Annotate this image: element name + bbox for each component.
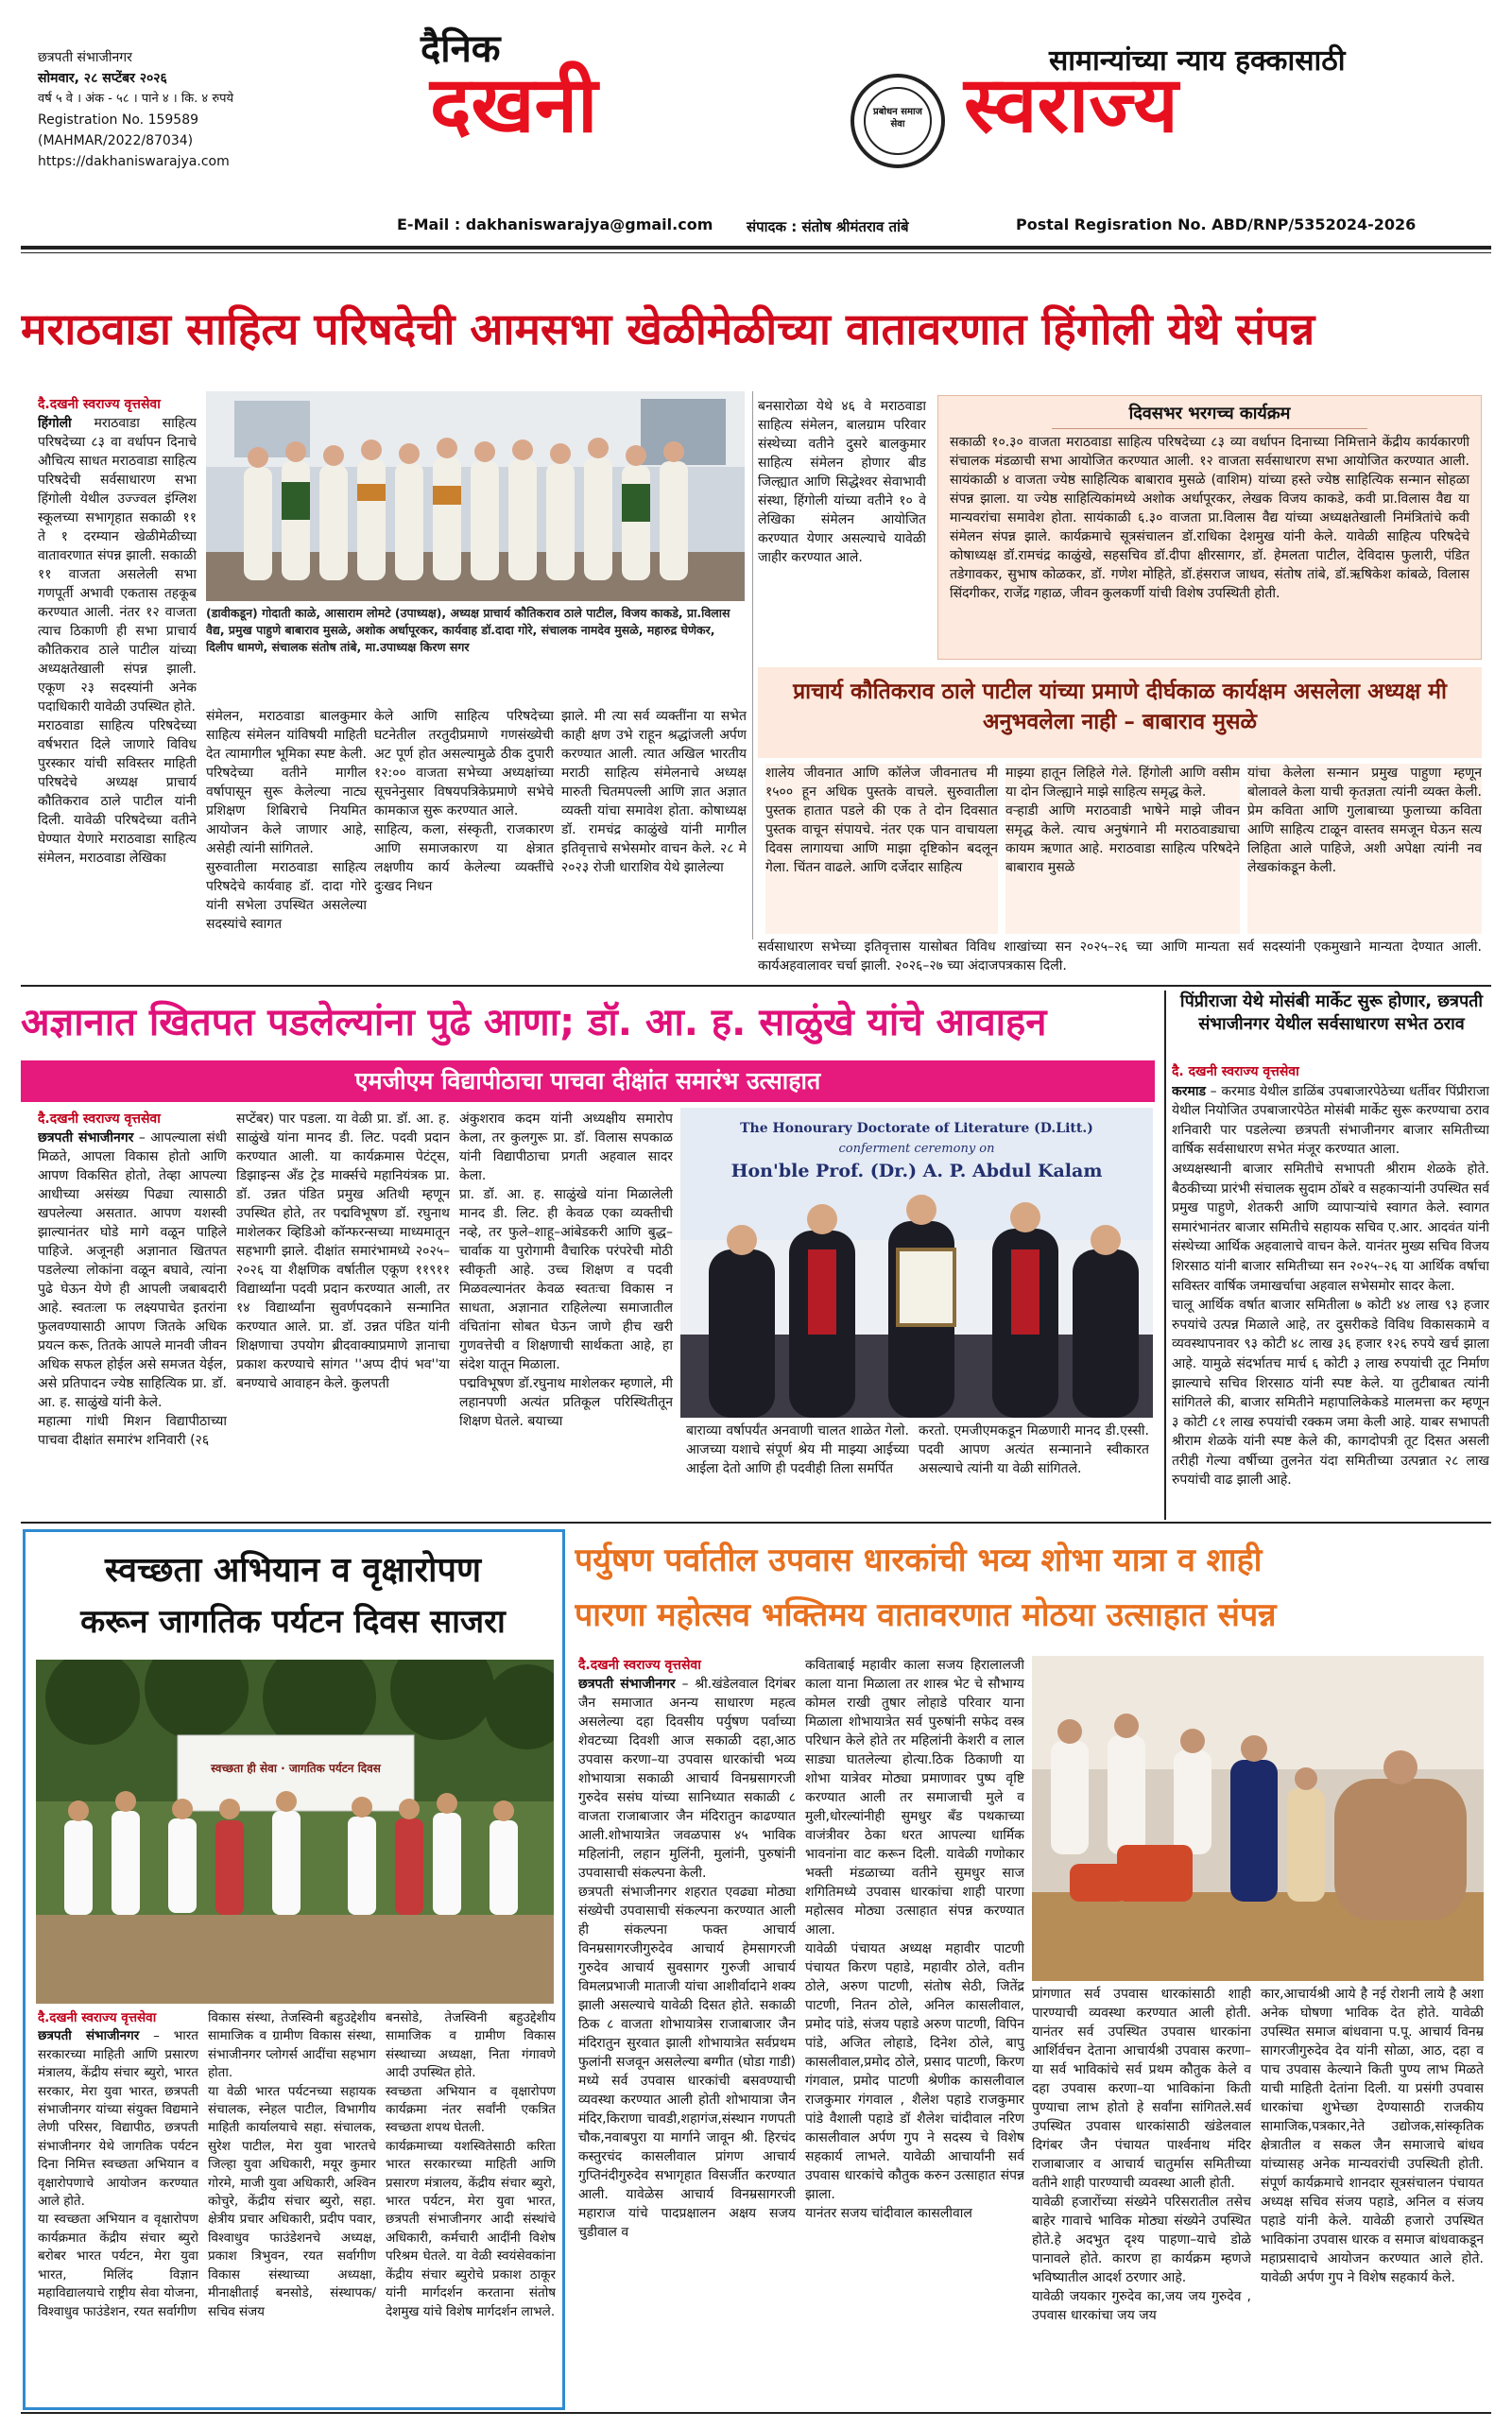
story4-col1-text: – भारत सरकारच्या माहिती आणि प्रसारण मंत्रालय, केंद्रीय संचार ब्युरो, भारत सरकार, मेरा युवा भारत, छत्रपती संभाजीनगर यांच्या संयुक्त विद्यमाने लेणी परिसर, विद्यापीठ, छत्रपती संभाजीनगर येथे जागतिक पर्यटन दिना निमित्त स्वच्छता अभियान व वृक्षारोपणाचे आयोजन करण्यात आले होते. या स्वच्छता अभियान व वृक्षारोपण कार्यक्रमात केंद्रीय संचार ब्युरो बरोबर भारत पर्यटन, मेरा युवा भारत, मिलिंद विज्ञान महाविद्यालयाचे राष्ट्रीय सेवा योजना, विश्वाधुव फाउंडेशन, रयत सर्वागीण (38, 2028, 198, 2319)
story2-photo-line2: conferment ceremony on (838, 1142, 995, 1156)
story3-vrule (1164, 991, 1166, 1520)
story1-sub-col2: माझ्या हातून लिहिले गेले. हिंगोली आणि वसीम या दोन जिल्ह्याने माझे साहित्य समृद्ध केले. वऱ्हाडी आणि मराठवाडी भाषेने माझे जीवन समृद्ध केले. त्याच अनुषंगाने मी मराठवाड्याचा कायम ऋणात आहे. मराठवाडा साहित्य परिषदेने बाबाराव मुसळे (1005, 764, 1240, 934)
story1-sub-col3: यांचा केलेला सन्मान प्रमुख पाहुणा म्हणून बोलावले केला याची कृतज्ञता त्यांनी व्यक्त केली. प्रेम कविता आणि गुलाबाच्या फुलाच्या कविता आणि साहित्य टाळून वास्तव समजून घेऊन सत्य लिहिता आले पाहिजे, अशी अपेक्षा त्यांनी नव लेखकांकडून केली. (1247, 764, 1482, 934)
story2-source: दै.दखनी स्वराज्य वृत्तसेवा (38, 1111, 161, 1127)
story4-place: छत्रपती संभाजीनगर (38, 2028, 140, 2044)
story1-subhead: प्राचार्य कौतिकराव ठाले पाटील यांच्या प्रमाणे दीर्घकाळ कार्यक्षम असलेला अध्यक्ष मी अनुभवलेला नाही – बाबाराव मुसळे (793, 679, 1447, 734)
story5-col4: कार,आचार्यश्री आये है नई रोशनी लाये है अशा अनेक घोषणा भाविक देत होते. यावेळी उपस्थित समाज बांधवाना प.पू. आचार्य विनम्र सागरजीगुरुदेव देव यांनी सोळा, आठ, दहा व पाच उपवास केल्याने किती पुण्य लाभ मिळते याची माहिती देतांना दिली. या प्रसंगी उपवास धारकांचा शुभेच्छा देण्यासाठी राजकीय सामाजिक,पत्रकार,नेते उद्योजक,सांस्कृतिक क्षेत्रातील व सकल जैन समाजाचे बांधव यांच्यासह अनेक मान्यवरांची उपस्थिती होती. संपूर्ण कार्यक्रमाचे शानदार सूत्रसंचालन पंचायत अध्यक्ष सचिव संजय पहाडे, अनिल व संजय पहाडे यांनी केले. यावेळी हजारो उपस्थित भाविकांना उपवास धारक व समाज बांधवाकडून महाप्रसादाचे आयोजन करण्यात आले होते. यावेळी अर्पण गुप ने विशेष सहकार्य केले. (1261, 1987, 1484, 2285)
story4-col2: विकास संस्था, तेजस्विनी बहुउद्देशीय सामाजिक व ग्रामीण विकास संस्था, संभाजीनगर प्लोगर्स आदींचा सहभाग होता. या वेळी भारत पर्यटनच्या सहायक संचालक, स्नेहल पाटील, विभागीय माहिती कार्यालयाचे सहा. संचालक, सुरेश पाटील, मेरा युवा भारतचे जिल्हा युवा अधिकारी, मयूर कुमार गोरमे, माजी युवा अधिकारी, अश्विन कोचुरे, केंद्रीय संचार ब्युरो, सहा. क्षेत्रीय प्रचार अधिकारी, प्रदीप पवार, विश्वाधुव फाउंडेशनचे अध्यक्ष, प्रकाश त्रिभुवन, रयत सर्वागीण विकास संस्थाच्या अध्यक्षा, मीनाक्षीताई बनसोडे, संस्थापक/सचिव संजय (208, 2010, 376, 2319)
story1-col4: झाले. मी त्या सर्व व्यक्तींना या सभेत काही क्षण उभे राहून श्रद्धांजली अर्पण करण्यात आली. त्यात अखिल भारतीय मराठी साहित्य संमेलनाचे अध्यक्ष मारुती चितमपल्ली आणि ज्ञात अज्ञात व्यक्ती यांचा समावेश होता. कोषाध्यक्ष डॉ. रामचंद्र काळुंखे यांनी मागील इतिवृत्ताचे सभेसमोर वाचन केले. २८ मे २०२३ रोजी धाराशिव येथे झालेल्या (561, 709, 747, 875)
story2-photo-line3: Hon'ble Prof. (Dr.) A. P. Abdul Kalam (730, 1161, 1103, 1181)
story4-photo (36, 1660, 554, 2004)
story2-col4: बाराव्या वर्षापर्यंत अनवाणी चालत शाळेत गेलो. आजच्या यशाचे संपूर्ण श्रेय मी माझ्या आईच्या आईला देतो आणि ही पदवीही तिला समर्पित (686, 1423, 909, 1476)
story4-photo-graphic (36, 1660, 554, 2004)
story3-place: करमाड (1172, 1083, 1206, 1099)
story3-source: दै. दखनी स्वराज्य वृत्तसेवा (1172, 1064, 1299, 1079)
story2-place: छत्रपती संभाजीनगर (38, 1130, 134, 1146)
story1-col1 (38, 395, 197, 962)
story5-col1 (578, 1656, 796, 2403)
story4-col1 (38, 2009, 198, 2403)
story2-subhead: एमजीएम विद्यापीठाचा पाचवा दीक्षांत समारंभ उत्साहात (354, 1067, 821, 1094)
masthead-city: छत्रपती संभाजीनगर (38, 50, 132, 65)
story1-box-title: दिवसभर भरगच्च कार्यक्रम (1052, 402, 1367, 429)
story1-bottom-text: सर्वसाधारण सभेच्या इतिवृत्तास यासोबत विविध शाखांच्या सन २०२५–२६ च्या आणि मान्यता सर्व सदस्यांनी एकमुखाने मान्यता देण्यात आली. कार्यअहवालावर चर्चा झाली. २०२६–२७ च्या अंदाजपत्रकास दिली. (758, 939, 1482, 973)
masthead-info (38, 47, 350, 172)
story2-photo (680, 1108, 1153, 1418)
story1-col3: केले आणि साहित्य परिषदेच्या घटनेतील तरतुदीप्रमाणे गणसंख्येची अट पूर्ण होत असल्यामुळे ठीक दुपारी १२:०० वाजता सभेच्या अध्यक्षांच्या सूचनेनुसार विषयपत्रिकेप्रमाणे सभेचे कामकाज सुरू करण्यात आले. साहित्य, कला, संस्कृती, राजकारण आणि समाजकारण या क्षेत्रात लक्षणीय कार्य केलेल्या व्यक्तींचे दुःखद निधन (374, 709, 554, 894)
masthead-daily: दैनिक (421, 26, 501, 71)
story1-source: दै.दखनी स्वराज्य वृत्तसेवा (38, 397, 161, 412)
story1-box-text: सकाळी १०.३० वाजता मराठवाडा साहित्य परिषदेच्या ८३ व्या वर्धापन दिनाच्या निमित्ताने केंद्रीय कार्यकारणी संचालक मंडळाची सभा आयोजित करण्यात आली. १२ वाजता सर्वसाधारण सभा आयोजित करण्यात आली. सायंकाळी ४ वाजता ज्येष्ठ साहित्यिक बाबाराव मुसळे (वाशिम) यांच्या हस्ते ज्येष्ठ साहित्यिक सन्मान सोहळा संपन्न झाला. या ज्येष्ठ साहित्यिकांमध्ये अशोक अर्धापूरकर, लेखक विजय काकडे, कवी प्रा.विलास वैद्य या मान्यवरांचा समावेश होता. सायंकाळी ६.३० वाजता प्रा.विलास वैद्य यांच्या अध्यक्षतेखाली निमंत्रितांचे कवी संमेलन संपन्न झाले. कार्यक्रमाचे सूत्रसंचालन डॉ.राधिका देशमुख यांनी केले. यावेळी साहित्य परिषदेचे कोषाध्यक्ष डॉ.रामचंद्र काळुंखे, सहसचिव डॉ.दीपा क्षीरसागर, डॉ. हेमलता पाटील, देविदास फुलारी, पंडित तडेगावकर, सुभाष कोळकर, डॉ. गणेश मोहिते, डॉ.हंसराज जाधव, संतोष तांबे, डॉ.ऋषिकेश कांबळे, विलास सिंदगीकर, राजेंद्र गहाळ, जीवन कुलकर्णी यांची विशेष उपस्थिती होती. (950, 435, 1469, 601)
story1-photo-graphic (206, 391, 745, 601)
story1-vrule (752, 391, 753, 939)
story1-photo-caption: (डावीकडून) गोदाती काळे, आसाराम लोमटे (उपाध्यक्ष), अध्यक्ष प्राचार्य कौतिकराव ठाले पाटील, विजय काकडे, प्रा.विलास वैद्य, प्रमुख पाहुणे बाबाराव मुसळे, अशोक अर्धापूरकर, कार्यवाह डॉ.दादा गोरे, संचालक नामदेव मुसळे, महारुद्र घेणेकर, दिलीप धामणे, संचालक संतोष तांबे, मा.उपाध्यक्ष किरण सगर (206, 606, 730, 654)
story3-body (1172, 1062, 1489, 1514)
masthead-postal: Postal Regisration No. ABD/RNP/5352024-2026 (1016, 215, 1417, 233)
masthead-name-left: दखनी (430, 60, 598, 150)
story3-text: – करमाड येथील डाळिंब उपबाजारपेठेच्या धर्तीवर पिंप्रीराजा येथील नियोजित उपबाजारपेठेत मोसंबी मार्केट सुरू करण्याचा ठराव शनिवारी पार पडलेल्या छत्रपती संभाजीनगर बाजार समितीच्या वार्षिक सर्वसाधारण सभेत मंजूर करण्यात आला. अध्यक्षस्थानी बाजार समितीचे सभापती श्रीराम शेळके होते. बैठकीच्या प्रारंभी संचालक सुदाम ठोंबरे व सहकाऱ्यांनी उपस्थित सर्व प्रमुख पाहुणे, शेतकरी आणि व्यापाऱ्यांचे स्वागत केले. स्वागत समारंभानंतर बाजार समितीचे सहायक सचिव ए.आर. आदवंत यांनी संस्थेच्या आर्थिक अहवालाचे वाचन केले. यानंतर मुख्य सचिव विजय शिरसाठ यांनी बाजार समितीच्या सन २०२५–२६ या आर्थिक वर्षाचा सविस्तर वार्षिक जमाखर्चाचा अहवाल सभेसमोर सादर केला. चालू आर्थिक वर्षात बाजार समितीला ७ कोटी ४४ लाख ९३ हजार रुपयांचे उत्पन्न मिळाले आहे, तर दुसरीकडे विविध विकासकामे व व्यवस्थापनावर ९३ कोटी ४८ लाख ३६ हजार १२६ रुपये खर्च झाला आहे. यामुळे संदर्भातच मार्च ६ कोटी ३ लाख रुपयांची तूट निर्माण झाल्याचे सचिव शिरसाठ यांनी स्पष्ट केले. या तुटीबाबत त्यांनी सांगितले की, बाजार समितीने महापालिकेकडे मालमत्ता कर म्हणून ३ कोटी ८१ लाख रुपयांची रक्कम जमा केली आहे. याबर सभापती श्रीराम शेळके यांनी स्पष्ट केले की, कागदोपत्री तूट दिसत असली तरीही गेल्या वर्षीच्या तुलनेत यंदा समितीच्या उत्पन्नात २८ लाख रुपयांची वाढ झाली आहे. (1172, 1083, 1489, 1489)
story2-col1-text: – आपल्याला संधी मिळते, आपला विकास होतो आणि आपण विकसित होतो, तेव्हा आपल्या आधीच्या असंख्य पिढ्या त्यासाठी खपलेल्या असतात. आपण यशस्वी झाल्यानंतर घोडे मागे वळून पाहिले पाहिजे. अजूनही अज्ञानात खितपत पडलेल्या लोकांना वळून बघावे, त्यांना पुढे घेऊन येणे ही आपली जबाबदारी आहे. स्वतःला फ लक्ष्यपाचेत इतरांना फुलवण्यासाठी आपण जितके अधिक प्रयत्न करू, तितके आपले मानवी जीवन अधिक सफल होईल असे समजत येईल, असे प्रतिपादन ज्येष्ठ साहित्यिक प्रा. डॉ. आ. ह. साळुंखे यांनी केले. महात्मा गांधी मिशन विद्यापीठाच्या पाचवा दीक्षांत समारंभ शनिवारी (२६ (38, 1130, 227, 1448)
story2-col1 (38, 1110, 227, 1514)
masthead-rule-thin (21, 252, 1491, 253)
seal-text: प्रबोधन समाज सेवा (873, 107, 922, 129)
masthead-seal (850, 74, 945, 168)
story4-col3: बनसोडे, तेजस्विनी बहुउद्देशीय सामाजिक व ग्रामीण विकास संस्थाच्या अध्यक्षा, निता गंगावणे आदी उपस्थित होते. स्वच्छता अभियान व वृक्षारोपण कार्यक्रमा नंतर सर्वांनी एकत्रित स्वच्छता शपथ घेतली. कार्यक्रमाच्या यशस्वितेसाठी करिता भारत सरकारच्या माहिती आणि प्रसारण मंत्रालय, केंद्रीय संचार ब्युरो, भारत पर्यटन, मेरा युवा भारत, छत्रपती संभाजीनगर आदी संस्थांचे अधिकारी, कर्मचारी आदींनी विशेष परिश्रम घेतले. या वेळी स्वयंसेवकांना केंद्रीय संचार ब्युरोचे प्रकाश ठाकूर यांनी मार्गदर्शन करताना संतोष देशमुख यांचे विशेष मार्गदर्शन लाभले. (386, 2010, 556, 2319)
story2-subhead-bar (21, 1060, 1155, 1102)
story5-source: दै.दखनी स्वराज्य वृत्तसेवा (578, 1658, 701, 1673)
masthead-url[interactable]: https://dakhaniswarajya.com (38, 154, 230, 169)
story2-photo-banner: The Honourary Doctorate of Literature (D.Litt.) (740, 1121, 1093, 1136)
story3-headline-box (1172, 991, 1491, 1062)
story5-photo (1032, 1656, 1484, 1981)
story2-col2: सप्टेंबर) पार पडला. या वेळी प्रा. डॉ. आ. ह. साळुंखे यांना मानद डी. लिट. पदवी प्रदान करण्यात आली. या कार्यक्रमास पेटंट्स, डिझाइन्स अँड ट्रेड मार्क्सचे महानियंत्रक प्रा. डॉ. उन्नत पंडित प्रमुख अतिथी म्हणून उपस्थित होते, तर पद्मविभूषण डॉ. रघुनाथ माशेलकर व्हिडिओ कॉन्फरन्सच्या माध्यमातून सहभागी झाले. दीक्षांत समारंभामध्ये २०२५–२०२६ या शैक्षणिक वर्षातील एकूण ११९११ विद्यार्थ्यांना पदवी प्रदान करण्यात आली, तर १४ विद्यार्थ्यांना सुवर्णपदकाने सन्मानित करण्यात आले. प्रा. डॉ. उन्नत पंडित यांनी शिक्षणाचा उपयोग ब्रीदवाक्याप्रमाणे ज्ञानाचा प्रकाश करण्याचे सांगत ''अप्प दीपं भव''या बनण्याचे आवाहन केले. कुलपती (236, 1111, 450, 1391)
story1-col5: बनसारोळा येथे ४६ वे मराठवाडा साहित्य संमेलन, बालग्राम परिवार संस्थेच्या वतीने दुसरे बालकुमार साहित्य संमेलन होणार बीड जिल्ह्यात आणि सिद्धेश्वर सेवाभावी संस्था, हिंगोली यांच्या वतीने १० वे लेखिका संमेलन आयोजित करण्यात येणार असल्याचे यावेळी जाहीर करण्यात आले. (758, 399, 926, 565)
story1-box (937, 395, 1482, 660)
story1-photo (206, 391, 745, 601)
masthead-editor: संपादक : संतोष श्रीमंतराव तांबे (747, 218, 909, 235)
story4-headline-l2: करून जागतिक पर्यटन दिवस साजरा (80, 1603, 506, 1641)
story2-col3: अंकुशराव कदम यांनी अध्यक्षीय समारोप केला, तर कुलगुरू प्रा. डॉ. विलास सपकाळ यांनी विद्यापीठाचा प्रगती अहवाल सादर केला. प्रा. डॉ. आ. ह. साळुंखे यांना मिळालेली मानद डी. लिट. ही केवळ एका व्यक्तीची नव्हे, तर फुले–शाहू–आंबेडकरी आणि बुद्ध–चार्वाक या पुरोगामी वैचारिक परंपरेची मोठी स्वीकृती आहे. उच्च शिक्षण व पदवी मिळवल्यानंतर केवळ स्वतःचा विकास न साधता, अज्ञानात राहिलेल्या समाजातील वंचितांना सोबत घेऊन जाणे हीच खरी गुणवत्तेची व शिक्षणाची सार्थकता आहे, हा संदेश यातून मिळाला. पद्मविभूषण डॉ.रघुनाथ माशेलकर म्हणाले, मी लहानपणी अत्यंत प्रतिकूल परिस्थितीतून शिक्षण घेतले. बयाच्या (459, 1111, 673, 1429)
section-rule-2 (21, 1522, 1491, 1524)
masthead-email[interactable]: E-Mail : dakhaniswarajya@gmail.com (397, 215, 713, 233)
story4-photo-banner: स्वच्छता ही सेवा · जागतिक पर्यटन दिवस (211, 1762, 381, 1775)
story5-headline-l2: पारणा महोत्सव भक्तिमय वातावरणात मोठया उत्साहात संपन्न (575, 1596, 1277, 1634)
story5-photo-graphic (1032, 1656, 1484, 1981)
story1-subhead-box (758, 667, 1482, 758)
masthead-name-right: स्वराज्य (964, 60, 1178, 150)
masthead-tagline: सामान्यांच्या न्याय हक्कासाठी (1049, 44, 1346, 78)
story1-col2: संमेलन, मराठवाडा बालकुमार साहित्य संमेलन यांविषयी माहिती देत त्यामागील भूमिका स्पष्ट केली. परिषदेच्या वतीने मागील वर्षापासून सुरू केलेल्या नाट्य प्रशिक्षण शिबिराचे नियमित आयोजन केले जाणार आहे, असेही त्यांनी सांगितले. सुरुवातीला मराठवाडा साहित्य परिषदेचे कार्यवाह डॉ. दादा गोरे यांनी सभेला उपस्थित असलेल्या सदस्यांचे स्वागत (206, 709, 367, 932)
masthead-mahmar: (MAHMAR/2022/87034) (38, 133, 194, 148)
page-bottom-rule (21, 2412, 1491, 2414)
story1-place: हिंगोली (38, 416, 72, 431)
story1-headline: मराठवाडा साहित्य परिषदेची आमसभा खेळीमेळीच्या वातावरणात हिंगोली येथे संपन्न (21, 303, 1315, 354)
masthead-date: सोमवार, २८ सप्टेंबर २०२६ (38, 71, 167, 86)
masthead-volume: वर्ष ५ वे । अंक - ५८ । पाने ४ । कि. ४ रुपये (38, 92, 234, 106)
story4-source: दै.दखनी स्वराज्य वृत्तसेवा (38, 2010, 157, 2025)
story5-col2: कविताबाई महावीर काला सजय हिरालालजी काला याना मिळाला तर शास्त्र भेट चे सौभाग्य कोमल राखी तुषार लोहाडे परिवार याना मिळाला शोभायात्रेत सर्व पुरुषांनी सफेद वस्त्र परिधान केले होते तर महिलांनी केशरी व लाल साड्या घातलेल्या होत्या.ठिक ठिकाणी या शोभा यात्रेवर मोठ्या प्रमाणावर पुष्प वृष्टि करण्यात आली तर समाजाची मुले व मुली,धोरल्यांनीही सुमधुर बँड पथकाच्या वाजंत्रीवर ठेका धरत आपल्या धार्मिक भावनांना वाट करून दिली. यावेळी गणोकार भक्ती मंडळाच्या वतीने सुमधुर साज शगितिमध्ये उपवास धारकांचा शाही पारणा महोत्सव मोठ्या उत्साहात संपन्न करण्यात आला. यावेळी पंचायत अध्यक्ष महावीर पाटणी पंचायत किरण पहाडे, महावीर ठोले, वतीन ठोले, अरुण पाटणी, संतोष सेठी, जितेंद्र पाटणी, नितन ठोले, अनिल कासलीवाल, प्रमोद पांडे, संजय पहाडे अरुण पाटणी, विपिन पांडे, अजित लोहाडे, दिनेश ठोले, बापु कासलीवाल,प्रमोद ठोले, प्रसाद पाटणी, किरण गंगवाल, प्रमोद पाटणी श्रेणीक कासलीवाल राजकुमार गंगवाल , शैलेश पहाडे राजकुमार पांडे वैशाली पहाडे डॉ शैलेश चांदीवाल नरिण कासलीवाल अर्पण गुप ने सदस्य चे विशेष सहकार्य लाभले. यावेळी आचार्यांनी सर्व उपवास धारकांचे कौतुक करुन उत्साहात संपन्न झाला. यानंतर सजय चांदीवाल कासलीवाल (805, 1658, 1024, 2221)
masthead-rule (21, 246, 1491, 250)
story5-col3: प्रांगणात सर्व उपवास धारकांसाठी शाही पारण्याची व्यवस्था करण्यात आली होती. यानंतर सर्व उपस्थित उपवास धारकांना आर्शिर्वचन देताना आचार्यश्री उपवास करणा–या सर्व भाविकांचे सर्व प्रथम कौतुक केले व दहा उपवास करणा–या भाविकांना किती पुण्याचा लाभ होतो हे सर्वांना सांगितले.सर्व उपस्थित उपवास धारकांसाठी खंडेलवाल दिगंबर जैन पंचायत पार्श्वनाथ मंदिर राजाबाजार व आचार्य चातुर्मास समितीच्या वतीने शाही पारण्याची व्यवस्था आली होती. यावेळी हजारोंच्या संख्येने परिसरातील तसेच बाहेर गावाचे भाविक मोठ्या संख्येने उपस्थित होते.हे अदभुत दृश्य पाहणा–याचे डोळे पानावले होते. कारण हा कार्यक्रम म्हणजे भविष्यातील आदर्श ठरणार आहे. यावेळी जयकार गुरुदेव का,जय जय गुरुदेव , उपवास धारकांचा जय जय (1032, 1987, 1251, 2323)
story4-headline-l1: स्वच्छता अभियान व वृक्षारोपण (105, 1551, 481, 1590)
story5-place: छत्रपती संभाजीनगर (578, 1677, 676, 1692)
section-rule-1 (21, 985, 1491, 987)
story5-headline-l1: पर्युषण पर्वातील उपवास धारकांची भव्य शोभा यात्रा व शाही (575, 1542, 1263, 1579)
story5-col1-text: – श्री.खंडेलवाल दिगंबर जैन समाजात अनन्य साधारण महत्व असलेल्या दहा दिवसीय पर्युषण पर्वाच्या शेवटच्या दिवशी आज सकाळी दहा,आठ उपवास करणा–या उपवास धारकांची भव्य शोभायात्रा सकाळी आचार्य विनम्रसागरजी गुरुदेव ससंघ यांच्या सानिध्यात सकाळी ८ वाजता राजाबाजार जैन मंदिरातुन काढण्यात आली.शोभायात्रेत जवळपास ४५ भाविक महिलांनी, लहान मुलिंनी, मुलांनी, पुरुषांनी उपवासाची संकल्पना केली. छत्रपती संभाजीनगर शहरात एवढ्या मोठ्या संख्येची उपवासाची संकल्पना करण्यात आली ही संकल्पना फक्त आचार्य विनम्रसागरजीगुरुदेव आचार्य हेमसागरजी गुरुदेव आचार्य सुवसागर गुरुजी आचार्य विमलप्रभाजी माताजी यांचा आशीर्वादाने शक्य झाली असल्याचे यावेळी दिसत होते. सकाळी ठिक ८ वाजता शोभायात्रेस राजाबाजार जैन मंदिरातुन सुरवात झाली शोभायात्रेत सर्वप्रथम फुलांनी सजवून असलेल्या बग्गीत (घोडा गाडी) मध्ये सर्व उपवास धारकांची बसवण्याची व्यवस्था करण्यात आली होती शोभायात्रा जैन मंदिर,किराणा चावडी,शहागंज,संस्थान गणपती चौक,नवाबपुरा या मार्गाने जावून श्री. हिरचंद कस्तुरचंद कासलीवाल प्रांगण आचार्य गुप्तिनंदीगुरुदेव सभागृहात विसर्जीत करण्यात आली. यावेळेस आचार्य विनम्रसागरजी महाराज यांचे पादप्रक्षालन अक्षय सजय चुडीवाल व (578, 1677, 796, 2240)
story3-headline: पिंप्रीराजा येथे मोसंबी मार्केट सुरू होणार, छत्रपती संभाजीनगर येथील सर्वसाधारण सभेत ठराव (1179, 991, 1484, 1034)
story2-headline: अज्ञानात खितपत पडलेल्यांना पुढे आणा; डॉ. आ. ह. साळुंखे यांचे आवाहन (21, 1001, 1047, 1044)
story2-col5: करतो. एमजीएमकडून मिळणारी मानद डी.एस्सी. पदवी आपण अत्यंत सन्मानाने स्वीकारत असल्याचे त्यांनी या वेळी सांगितले. (919, 1423, 1149, 1476)
masthead-registration: Registration No. 159589 (38, 112, 199, 128)
story1-sub-col1: शालेय जीवनात आणि कॉलेज जीवनातच मी १५०० हून अधिक पुस्तके वाचले. सुरुवातीला पुस्तक हातात पडले की एक ते दोन दिवसात पुस्तक वाचून संपायचे. नंतर एक पान वाचायला दिवस लागायचा आणि माझा दृष्टिकोन बदलून गेला. चिंतन वाढले. आणि दर्जेदार साहित्य (765, 764, 998, 934)
story1-col1-text: मराठवाडा साहित्य परिषदेच्या ८३ वा वर्धापन दिनाचे औचित्य साधत मराठवाडा साहित्य परिषदेची सर्वसाधारण सभा हिंगोली येथील उज्ज्वल इंग्लिश स्कूलच्या सभागृहात सकाळी ११ ते १ दरम्यान खेळीमेळीच्या वातावरणात संपन्न झाली. सकाळी ११ वाजता असलेली सभा गणपूर्ती अभावी एकतास तहकूब करण्यात आली. नंतर १२ वाजता त्याच ठिकाणी ही सभा प्राचार्य कौतिकराव ठाले पाटील यांच्या अध्यक्षतेखाली संपन्न झाली. एकूण २३ सदस्यांनी अनेक पदाधिकारी यावेळी उपस्थित होते. मराठवाडा साहित्य परिषदेच्या वर्षभरात दिले जाणारे विविध पुरस्कार यांची सविस्तर माहिती परिषदेचे अध्यक्ष प्राचार्य कौतिकराव ठाले पाटील यांनी दिली. यावेळी परिषदेच्या वतीने घेण्यात येणारे मराठवाडा साहित्य संमेलन, मराठवाडा लेखिका (38, 416, 197, 866)
